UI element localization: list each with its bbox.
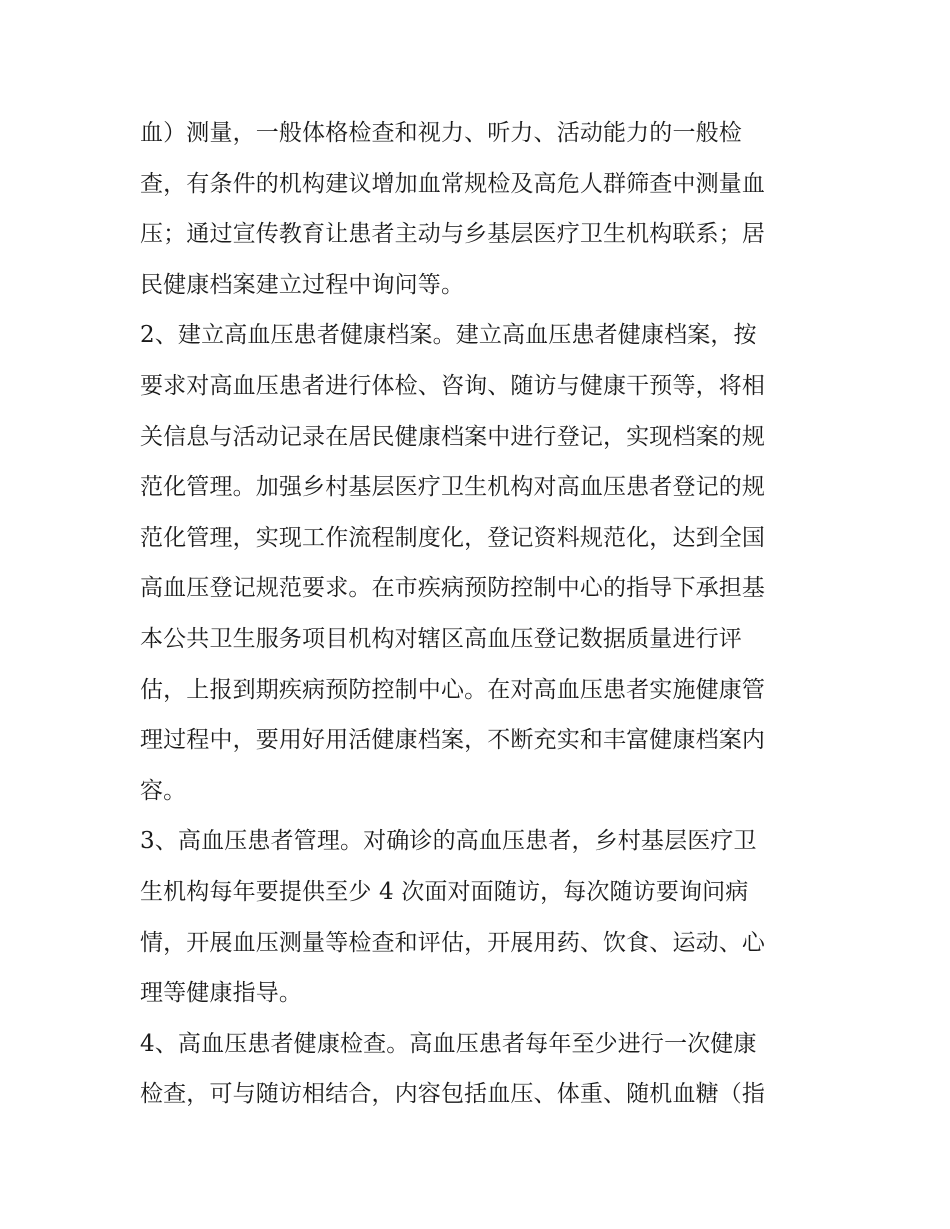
text-line: 高血压登记规范要求。在市疾病预防控制中心的指导下承担基 <box>140 575 766 602</box>
text-line: 要求对高血压患者进行体检、咨询、随访与健康干预等，将相 <box>140 372 766 399</box>
text-line: 查，有条件的机构建议增加血常规检及高危人群筛查中测量血 <box>140 170 766 197</box>
document-body <box>140 108 820 1120</box>
text-line: 理过程中，要用好用活健康档案，不断充实和丰富健康档案内 <box>140 727 766 754</box>
text-line: 理等健康指导。 <box>140 980 303 1007</box>
text-line: 关信息与活动记录在居民健康档案中进行登记，实现档案的规 <box>140 423 766 450</box>
text-line: 情，开展血压测量等检查和评估，开展用药、饮食、运动、心 <box>140 929 766 956</box>
text-line: 范化管理，实现工作流程制度化，登记资料规范化，达到全国 <box>140 524 766 551</box>
text-line: 压；通过宣传教育让患者主动与乡基层医疗卫生机构联系；居 <box>140 221 766 248</box>
text-line: 2、建立高血压患者健康档案。建立高血压患者健康档案，按 <box>140 322 757 349</box>
text-line: 4、高血压患者健康检查。高血压患者每年至少进行一次健康 <box>140 1030 757 1057</box>
text-line: 生机构每年要提供至少 4 次面对面随访，每次随访要询问病 <box>140 878 749 905</box>
text-line: 民健康档案建立过程中询问等。 <box>140 271 465 298</box>
text-line: 检查，可与随访相结合，内容包括血压、体重、随机血糖（指 <box>140 1081 766 1108</box>
text-line: 血）测量，一般体格检查和视力、听力、活动能力的一般检 <box>140 120 742 146</box>
text-line: 容。 <box>140 777 187 804</box>
text-line: 范化管理。加强乡村基层医疗卫生机构对高血压患者登记的规 <box>140 474 766 501</box>
text-line: 3、高血压患者管理。对确诊的高血压患者，乡村基层医疗卫 <box>140 828 757 855</box>
text-line: 估，上报到期疾病预防控制中心。在对高血压患者实施健康管 <box>140 676 766 703</box>
text-line: 本公共卫生服务项目机构对辖区高血压登记数据质量进行评 <box>140 625 742 652</box>
